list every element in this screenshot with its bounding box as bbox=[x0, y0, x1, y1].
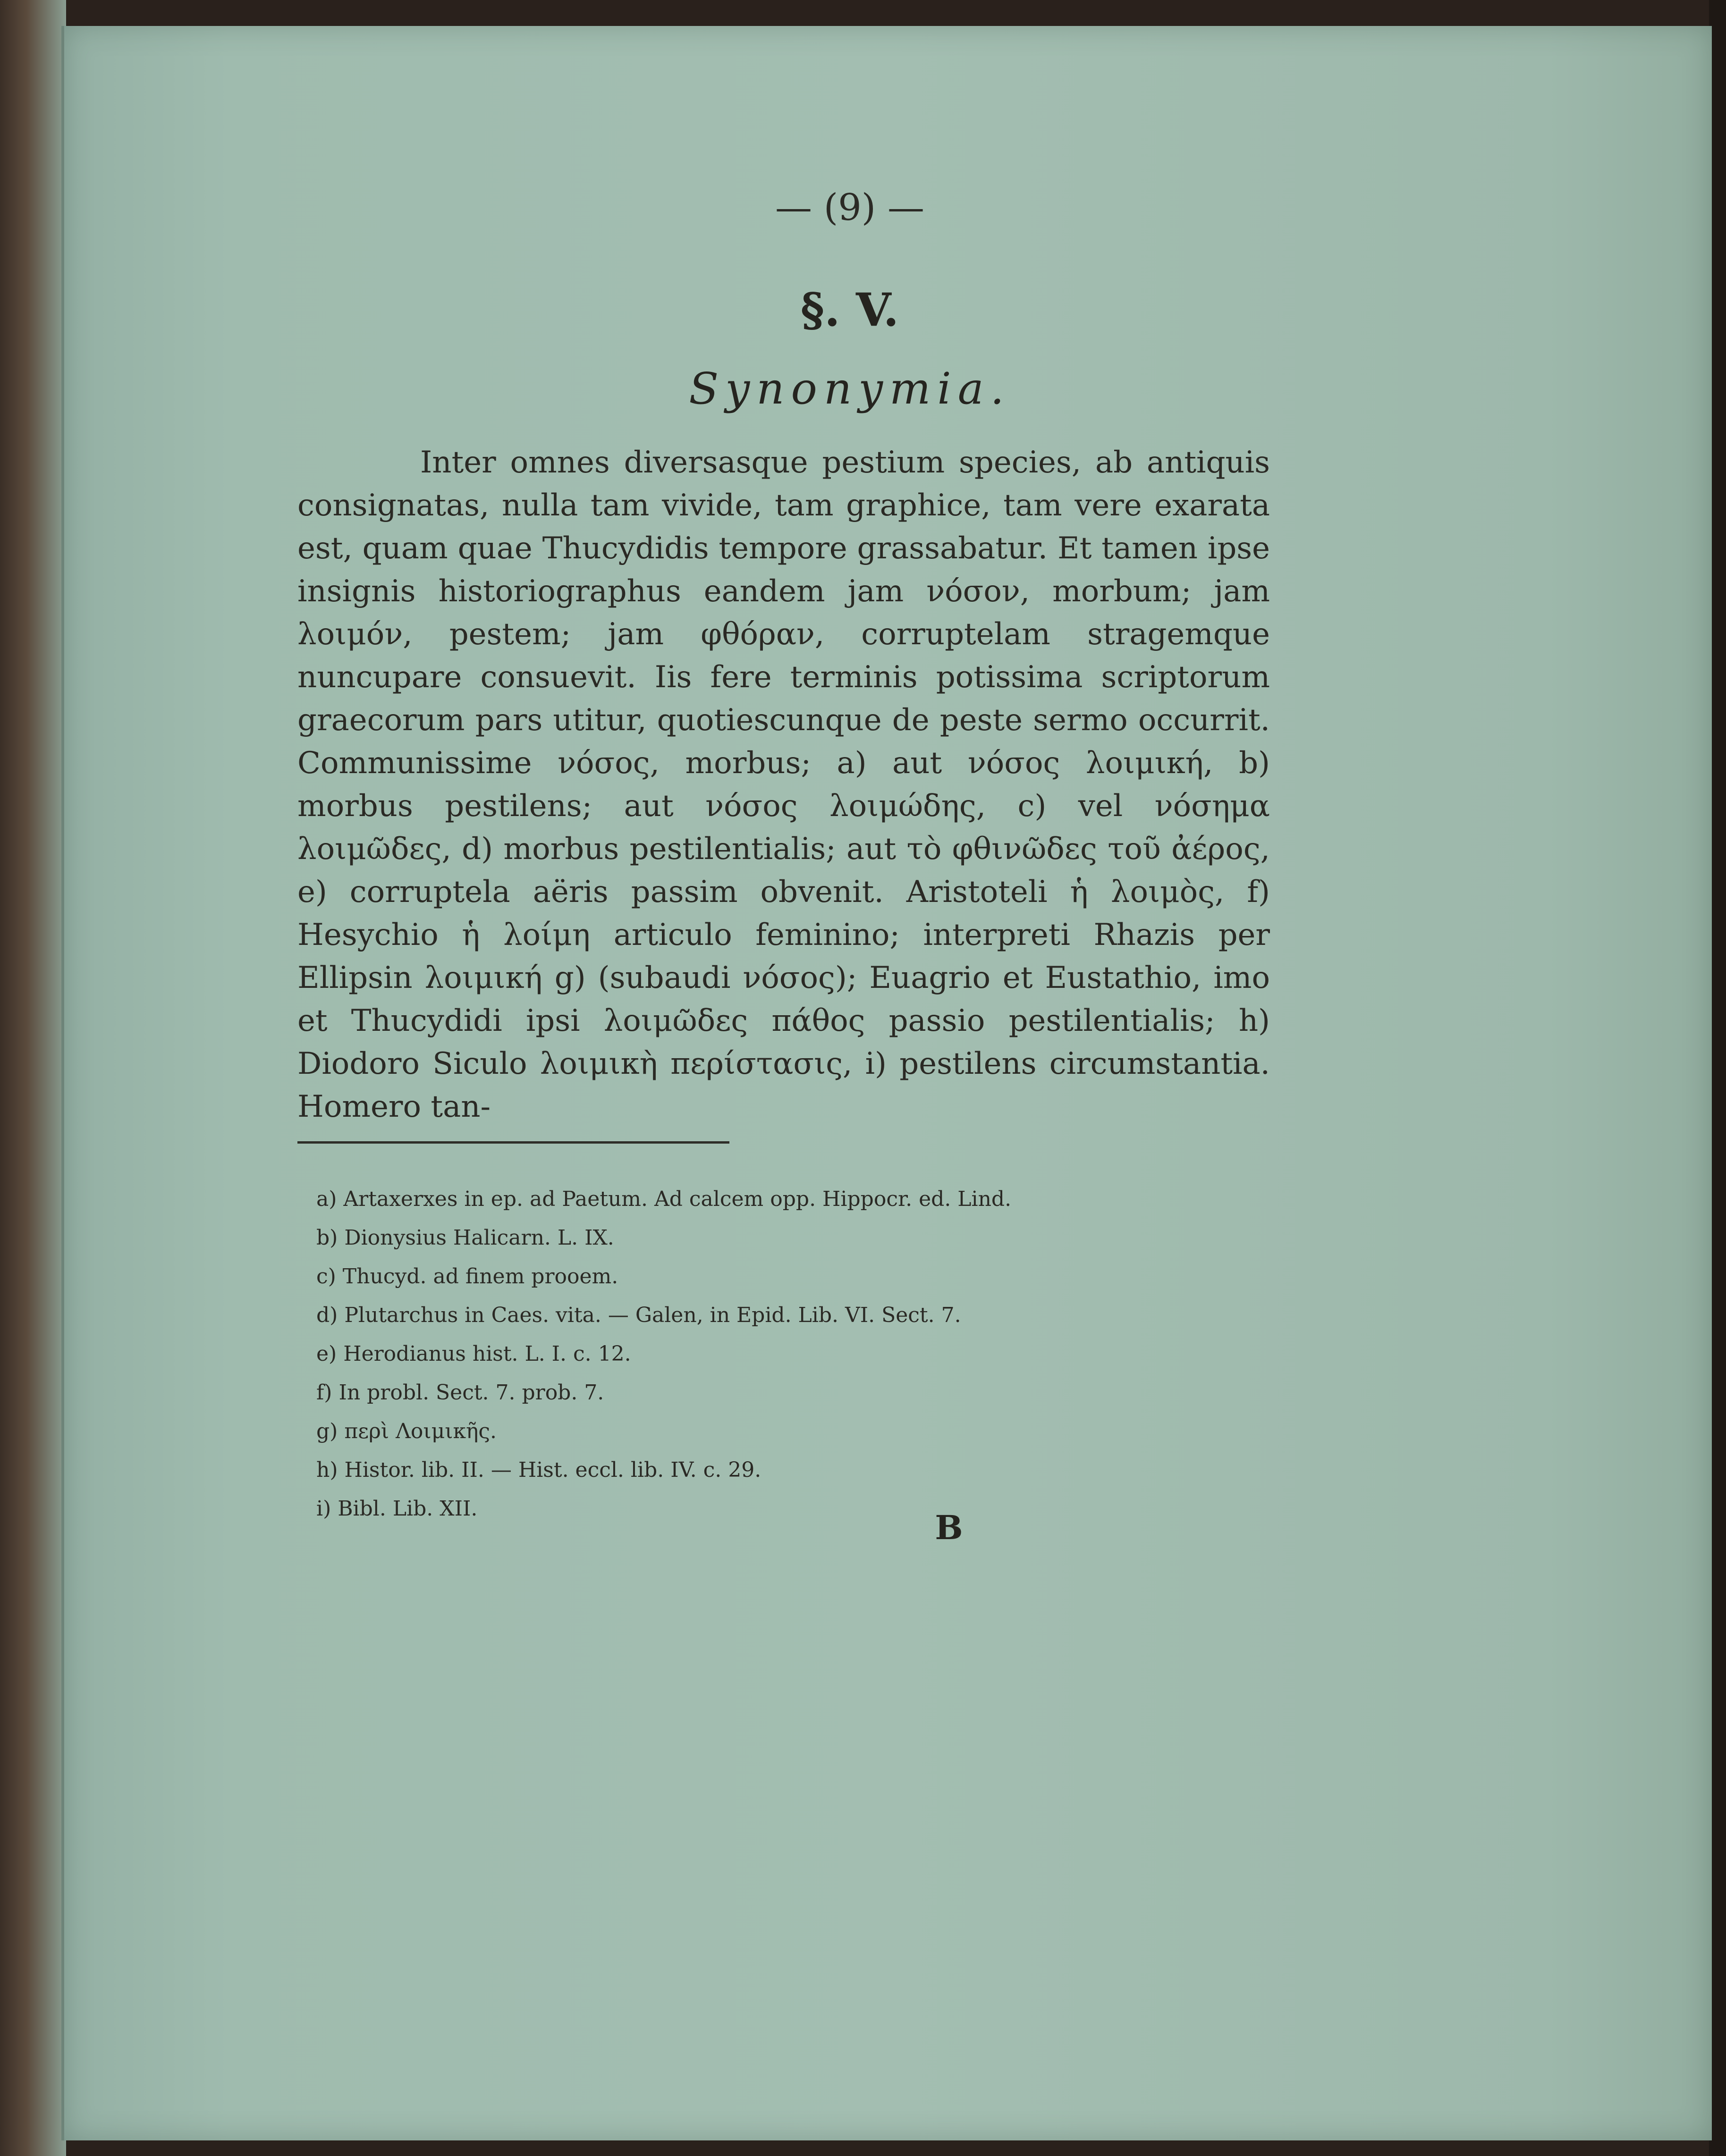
book-gutter bbox=[0, 0, 66, 2156]
body-paragraph: Inter omnes diversasque pestium species, ab antiquis consignatas, nulla tam vivide, tam graphice, tam vere exarata est, quam quae Thucydidis tempore grassabatur. Et tamen ipse insignis historiographus eandem jam νόσον, morbum; jam λοιμόν, pestem; jam φθόραν, corruptelam stragemque nuncupare consuevit. Iis fere terminis potissima scriptorum graecorum pars utitur, quotiescunque de peste sermo occurrit. Communissime νόσος, morbus; a) aut νόσος λοιμική, b) morbus pestilens; aut νόσος λοιμώδης, c) vel νόσημα λοιμῶδες, d) morbus pestilentialis; aut τὸ φθινῶδες τοῦ ἀέρος, e) corruptela aëris passim obvenit. Aristoteli ἡ λοιμὸς, f) Hesychio ἡ λοίμη articulo feminino; interpreti Rhazis per Ellipsin λοιμική g) (subaudi νόσος); Euagrio et Eustathio, imo et Thucydidi ipsi λοιμῶδες πάθος passio pestilentialis; h) Diodoro Siculo λοιμικὴ περίστασις, i) pestilens circumstantia. Homero tan- bbox=[297, 445, 1270, 1124]
footnote: i) Bibl. Lib. XII. bbox=[316, 1497, 478, 1521]
footnote: a) Artaxerxes in ep. ad Paetum. Ad calcem opp. Hippocr. ed. Lind. bbox=[316, 1187, 1012, 1211]
footnote-list bbox=[316, 1180, 1166, 1528]
section-heading: §. V. bbox=[800, 283, 899, 337]
footnote-rule bbox=[297, 1141, 729, 1144]
footnote: c) Thucyd. ad finem prooem. bbox=[316, 1264, 618, 1289]
footnote: d) Plutarchus in Caes. vita. — Galen, in Epid. Lib. VI. Sect. 7. bbox=[316, 1303, 961, 1327]
footnote: h) Histor. lib. II. — Hist. eccl. lib. IV. c. 29. bbox=[316, 1458, 761, 1482]
footnote: e) Herodianus hist. L. I. c. 12. bbox=[316, 1342, 631, 1366]
footnote: f) In probl. Sect. 7. prob. 7. bbox=[316, 1381, 604, 1405]
footnote: g) περὶ Λοιμικῆς. bbox=[316, 1419, 497, 1443]
footnote: b) Dionysius Halicarn. L. IX. bbox=[316, 1226, 614, 1250]
signature-mark: B bbox=[935, 1508, 963, 1547]
section-title: Synonymia. bbox=[689, 363, 1011, 414]
page-number-header: — (9) — bbox=[775, 186, 925, 229]
